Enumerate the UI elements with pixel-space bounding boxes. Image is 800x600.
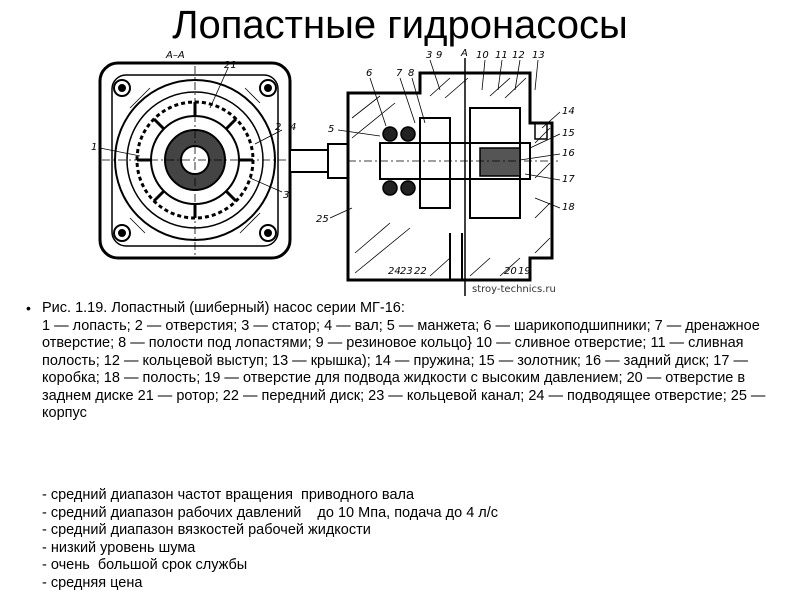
front-view [100,63,290,258]
feature-item: - средний диапазон частот вращения приводного вала [42,487,415,503]
callout-25: 25 [316,214,329,225]
callout-8: 8 [408,68,415,79]
caption-prefix: Рис. [42,300,76,316]
callout-3: 3 [283,190,290,201]
features-list [42,487,498,592]
callout-15: 15 [562,128,575,139]
figure-caption [26,300,786,423]
callout-17: 17 [562,174,575,185]
pump-drawing [90,48,590,298]
caption-heading-end: : [400,300,405,316]
callout-13: 13 [532,50,545,61]
callout-24: 24 [388,266,401,277]
feature-item: - очень большой срок службы [42,557,248,573]
watermark: stroy-technics.ru [472,284,556,295]
callout-23: 23 [400,266,413,277]
callout-9: 9 [436,50,443,61]
caption-text [42,300,786,423]
feature-item: - низкий уровень шума [42,539,196,556]
callout-3-top: 3 [426,50,433,61]
feature-item: - средний диапазон рабочих давлений до 10 Мпа, подача до 4 л/с [42,504,499,521]
callout-22: 22 [414,266,427,277]
figure-number: 1.19. [75,300,108,316]
callout-14: 14 [562,106,575,117]
shaft [290,144,348,178]
callout-11: 11 [495,50,508,61]
callout-12: 12 [512,50,525,61]
page-title: Лопастные гидронасосы [172,3,628,47]
feature-item: - средняя цена [42,574,143,591]
callout-7: 7 [396,68,403,79]
caption-legend: 1 — лопасть; 2 — отверстия; 3 — статор; 4 — вал; 5 — манжета; 6 — шарикоподшипники; 7 — дренажное отверстие; 8 — полости под лопастями; 9 — резиновое кольцо} 10 — сливное отверстие; 11 — сливная полость; 12 — кольцевой выступ; 13 — крышка); 14 — пружина; 15 — золотник; 16 — задний диск; 17 — коробка; 18 — полость; 19 — отверстие для подвода жидкости с высоким давлением; 20 — отверстие в заднем диске 21 — ротор; 22 — передний диск; 23 — кольцевой канал; 24 — подводящее отверстие; 25 — корпус [42,317,766,421]
callout-6: 6 [366,68,373,79]
feature-item: - средний диапазон вязкостей рабочей жидкости [42,522,371,538]
callout-21: 21 [224,60,237,71]
callout-5: 5 [328,124,335,135]
callout-10: 10 [476,50,489,61]
caption-heading: Лопастный (шиберный) насос серии МГ- [107,300,385,316]
bullet: • [26,300,31,316]
callout-16: 16 [562,148,575,159]
section-label: А–А [166,50,185,61]
callout-1: 1 [91,142,98,153]
series-number: 16 [384,300,401,316]
callout-19: 19 [518,266,531,277]
callout-18: 18 [562,202,575,213]
callout-20: 20 [504,266,517,277]
section-marker-a: А [461,48,468,59]
callout-4: 4 [290,122,297,133]
callout-2: 2 [275,122,282,133]
side-view [330,58,560,296]
